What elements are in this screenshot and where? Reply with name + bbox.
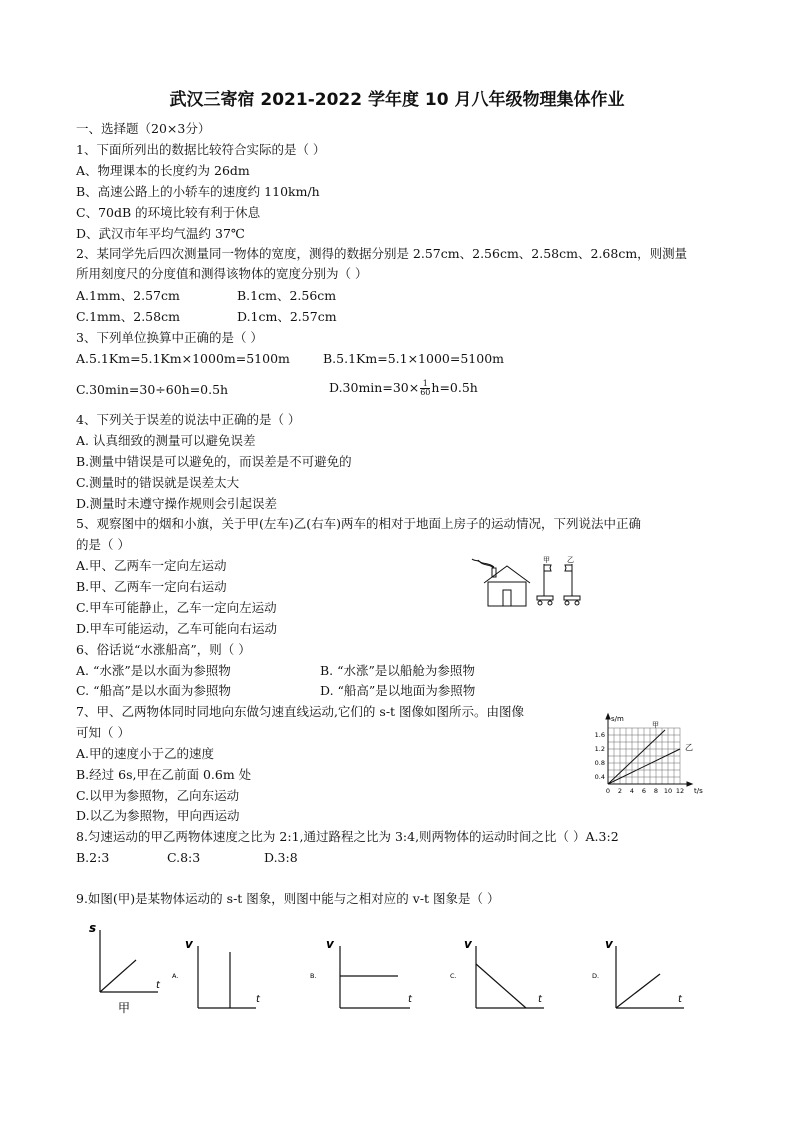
st-ylabel: s/m [611,715,624,723]
q3-option-a[interactable]: A.5.1Km=5.1Km×1000m=5100m [76,351,290,366]
house-and-carts-figure [470,556,590,612]
xtick: 12 [675,787,685,795]
q6-option-d[interactable]: D. “船高”是以地面为参照物 [320,683,476,698]
q1-stem: 1、下面所列出的数据比较符合实际的是（ ） [76,142,326,157]
st-graph-q7 [586,712,710,798]
axis-label-v: v [464,937,472,951]
q1-option-d[interactable]: D、武汉市年平均气温约 37℃ [76,226,245,241]
q4-stem: 4、下列关于误差的说法中正确的是（ ） [76,412,301,427]
st-xlabel: t/s [694,787,703,795]
q5-option-b[interactable]: B.甲、乙两车一定向右运动 [76,579,227,594]
xtick: 4 [629,787,635,795]
q6-option-b[interactable]: B. “水涨”是以船舱为参照物 [320,663,475,678]
cart-b-icon [564,564,580,605]
q7-stem-line2: 可知（ ） [76,725,130,740]
q3-option-c[interactable]: C.30min=30÷60h=0.5h [76,382,229,397]
q2-stem-line1: 2、某同学先后四次测量同一物体的宽度，测得的数据分别是 2.57cm、2.56cm、2.58cm、2.68cm，则测量 [76,246,688,261]
label-yi: 乙 [685,743,693,752]
q5-stem-line1: 5、观察图中的烟和小旗，关于甲(左车)乙(右车)两车的相对于地面上房子的运动情况，下列说法中正确 [76,516,641,531]
q7-stem-line1: 7、甲、乙两物体同时同地向东做匀速直线运动,它们的 s-t 图像如图所示。由图像 [76,704,525,719]
q6-stem: 6、俗话说“水涨船高”，则（ ） [76,642,251,657]
q5-option-d[interactable]: D.甲车可能运动，乙车可能向右运动 [76,621,278,636]
axis-label-v: v [326,937,334,951]
q7-option-d[interactable]: D.以乙为参照物，甲向西运动 [76,808,240,823]
q2-option-d[interactable]: D.1cm、2.57cm [237,309,337,324]
st-graph-axes [606,714,692,786]
label-jia: 甲 [652,721,659,729]
axis-label-t: t [256,994,260,1005]
q2-stem-line2: 所用刻度尺的分度值和测得该物体的宽度分别为（ ） [76,266,368,281]
axis-label-t: t [156,980,160,991]
q2-option-b[interactable]: B.1cm、2.56cm [237,288,337,303]
axis-label-v: v [605,937,613,951]
graph-option-a-label: A. [172,972,179,980]
q4-option-c[interactable]: C.测量时的错误就是误差太大 [76,475,240,490]
q7-option-b[interactable]: B.经过 6s,甲在乙前面 0.6m 处 [76,767,252,782]
q1-option-a[interactable]: A、物理课本的长度约为 26dm [76,163,250,178]
q3-option-b[interactable]: B.5.1Km=5.1×1000=5100m [323,351,505,366]
q6-option-c[interactable]: C. “船高”是以水面为参照物 [76,683,231,698]
flag-label-b: 乙 [567,556,574,564]
q9-graphs-figure [84,918,694,1018]
ytick: 0.4 [594,773,605,781]
fraction-denominator: 60 [420,388,431,397]
cart-a-icon [537,564,553,605]
graph-option-d[interactable] [592,937,684,1008]
q9-stem: 9.如图(甲)是某物体运动的 s-t 图象，则图中能与之相对应的 v-t 图象是（ ） [76,891,500,906]
graph-option-c[interactable] [450,937,544,1008]
section-heading: 一、选择题（20×3分） [76,121,211,136]
q7-option-a[interactable]: A.甲的速度小于乙的速度 [76,746,215,761]
axis-label-t: t [408,994,412,1005]
q3-stem: 3、下列单位换算中正确的是（ ） [76,330,263,345]
q5-option-c[interactable]: C.甲车可能静止，乙车一定向左运动 [76,600,277,615]
st-graph-grid [608,728,680,784]
fraction [420,380,430,397]
q8-stem: 8.匀速运动的甲乙两物体速度之比为 2:1,通过路程之比为 3:4,则两物体的运动时间之比（ ）A.3:2 [76,829,619,844]
house-icon [472,559,530,606]
q4-option-b[interactable]: B.测量中错误是可以避免的，而误差是不可避免的 [76,454,352,469]
flag-label-a: 甲 [543,556,550,564]
q4-option-a[interactable]: A. 认真细致的测量可以避免误差 [76,433,256,448]
line-jia [608,730,665,784]
q8-option-d[interactable]: D.3:8 [264,850,298,865]
page-title: 武汉三寄宿 2021-2022 学年度 10 月八年级物理集体作业 [169,90,625,110]
graph-option-c-label: C. [450,972,457,980]
ytick: 0.8 [594,759,605,767]
q2-option-a[interactable]: A.1mm、2.57cm [76,288,180,303]
graph-option-b-label: B. [310,972,317,980]
xtick: 8 [653,787,659,795]
axis-label-t: t [538,994,542,1005]
q5-option-a[interactable]: A.甲、乙两车一定向左运动 [76,558,227,573]
graph-option-d-label: D. [592,972,600,980]
ytick: 1.6 [594,731,605,739]
q3-option-d-suffix: h=0.5h [431,380,478,395]
q5-stem-line2: 的是（ ） [76,537,130,552]
ytick: 1.2 [594,745,605,753]
xtick: 10 [663,787,673,795]
q7-option-c[interactable]: C.以甲为参照物，乙向东运动 [76,788,240,803]
xtick: 2 [617,787,623,795]
axis-label-t: t [678,994,682,1005]
q2-option-c[interactable]: C.1mm、2.58cm [76,309,180,324]
q1-option-b[interactable]: B、高速公路上的小轿车的速度约 110km/h [76,184,320,199]
graph-caption-jia: 甲 [118,1001,131,1015]
q4-option-d[interactable]: D.测量时未遵守操作规则会引起误差 [76,496,278,511]
fraction-numerator: 1 [420,380,430,389]
xtick: 0 [605,787,611,795]
graph-jia-st [89,921,161,1015]
q8-option-c[interactable]: C.8:3 [167,850,201,865]
q1-option-c[interactable]: C、70dB 的环境比较有利于休息 [76,205,261,220]
axis-label-s: s [89,921,97,935]
q3-option-d-prefix: D.30min=30× [329,380,420,395]
q3-option-d[interactable] [329,376,478,400]
graph-option-a[interactable] [172,937,261,1008]
q8-option-b[interactable]: B.2:3 [76,850,110,865]
graph-option-b[interactable] [310,937,413,1008]
axis-label-v: v [185,937,193,951]
xtick: 6 [641,787,647,795]
q6-option-a[interactable]: A. “水涨”是以水面为参照物 [76,663,231,678]
